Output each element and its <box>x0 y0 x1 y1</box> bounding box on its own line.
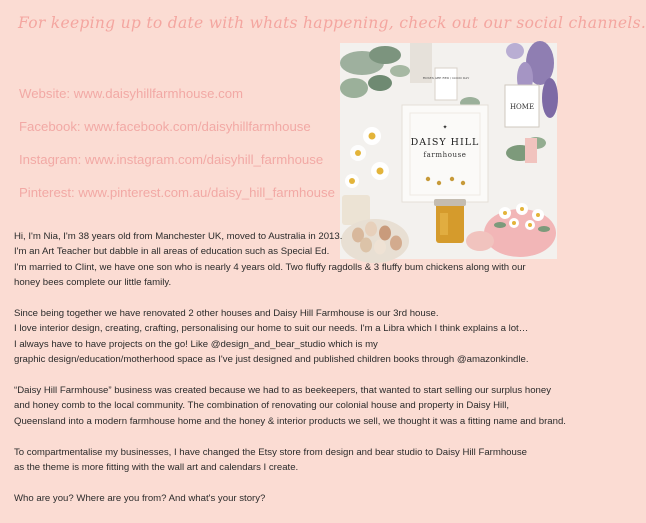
bio-line: and honey comb to the local community. The combination of renovating our colonial house and property in Daisy Hill, <box>14 400 510 412</box>
bio-line: Since being together we have renovated 2 other houses and Daisy Hill Farmhouse is our 3rd house. <box>14 308 439 320</box>
bio-line: To compartmentalise my businesses, I have changed the Etsy store from design and bear studio to Daisy Hill Farmhouse <box>14 446 527 458</box>
product-photo-collage <box>340 43 557 259</box>
website-link[interactable]: Website: www.daisyhillfarmhouse.com <box>19 86 244 101</box>
bio-line: honey bees complete our little family. <box>14 277 172 289</box>
logo-subtitle: farmhouse <box>423 151 467 159</box>
bio-line: I always have to have projects on the go! Like @design_and_bear_studio which is my <box>14 338 378 350</box>
print-left-text: ROSES ARE RED / GOOD DAY <box>422 76 470 80</box>
bio-line: “Daisy Hill Farmhouse” business was created because we had to as beekeepers, that wanted to start selling our surplus honey <box>14 385 551 397</box>
bio-line: I love interior design, creating, crafting, personalising our home to suit our needs. I'm a Libra which I think explains a lot… <box>14 323 529 335</box>
bio-paragraph-etsy <box>14 445 564 476</box>
bio-line: I'm married to Clint, we have one son who is nearly 4 years old. Two fluffy ragdolls & 3 fluffy bum chickens along with our <box>14 261 526 273</box>
bio-line: Who are you? Where are you from? And what's your story? <box>14 492 266 504</box>
logo-title: DAISY HILL <box>410 137 480 148</box>
instagram-link[interactable]: Instagram: www.instagram.com/daisyhill_farmhouse <box>19 152 324 167</box>
social-heading: For keeping up to date with whats happening, check out our social channels. <box>18 14 646 32</box>
bio-line: as the theme is more fitting with the wall art and calendars I create. <box>14 462 299 474</box>
bio-paragraph-houses <box>14 306 564 368</box>
bio-line: Hi, I'm Nia, I'm 38 years old from Manchester UK, moved to Australia in 2013. <box>14 231 343 242</box>
bio-paragraph-intro <box>14 229 564 291</box>
bio-line: Queensland into a modern farmhouse home and the honey & interior products we sell, we thought it was a fitting name and brand. <box>14 415 566 427</box>
bio-text <box>14 229 564 522</box>
bio-paragraph-business <box>14 383 564 429</box>
social-links <box>19 86 335 218</box>
pinterest-link[interactable]: Pinterest: www.pinterest.com.au/daisy_hill_farmhouse <box>19 185 335 200</box>
bio-line: I'm an Art Teacher but dabble in all areas of education such as Special Ed. <box>14 246 330 258</box>
facebook-link[interactable]: Facebook: www.facebook.com/daisyhillfarmhouse <box>19 119 311 134</box>
bio-line: graphic design/education/motherhood space as I've just designed and published children books through @amazonkindle. <box>14 354 529 366</box>
svg-text:✦: ✦ <box>442 125 448 131</box>
print-right-text: HOME <box>509 103 535 111</box>
collage-illustration <box>340 43 557 259</box>
bio-paragraph-question <box>14 491 564 506</box>
